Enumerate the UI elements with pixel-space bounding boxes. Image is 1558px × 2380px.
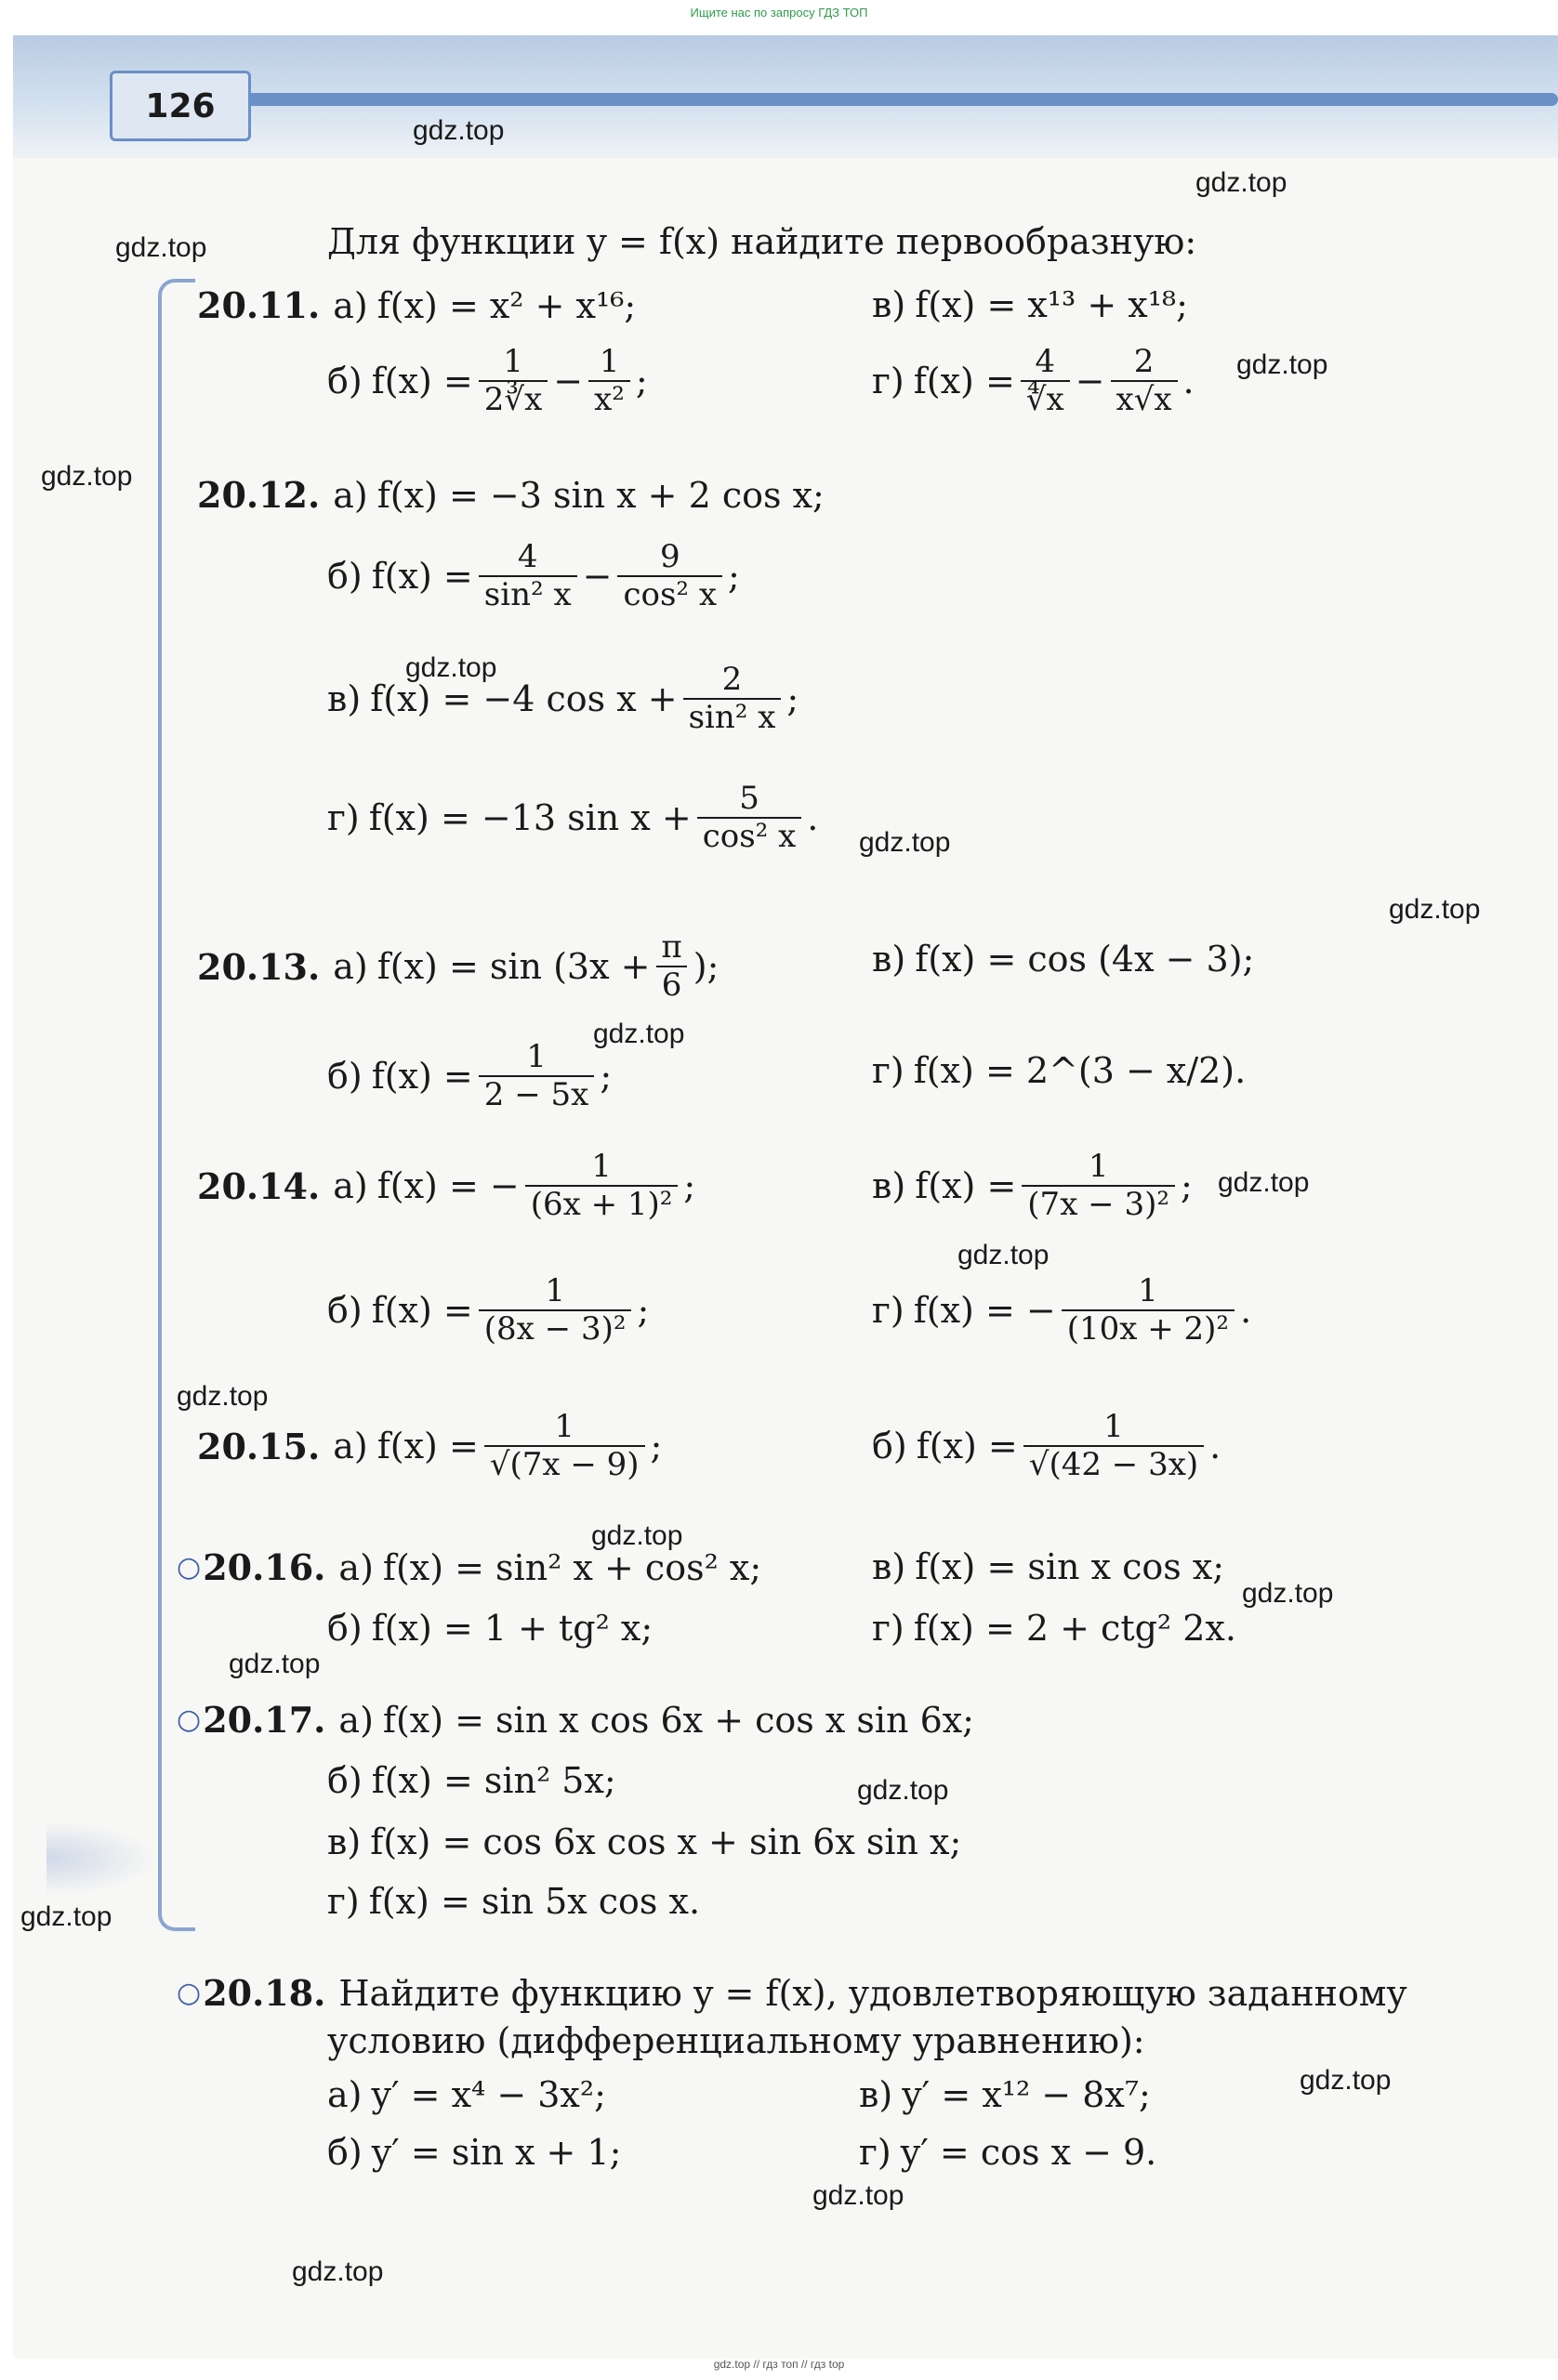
fraction xyxy=(479,539,577,613)
formula-prefix: f(x) = −13 sin x + xyxy=(368,797,692,839)
formula-prefix: f(x) = − xyxy=(376,1165,520,1207)
operator: − xyxy=(553,361,584,402)
formula: f(x) = sin x cos x; xyxy=(915,1546,1225,1587)
watermark: gdz.top xyxy=(1389,894,1481,925)
denominator: (7x − 3)² xyxy=(1022,1185,1175,1223)
denominator: x√x xyxy=(1111,380,1178,418)
denominator: 6 xyxy=(656,966,688,1004)
item-label: в) xyxy=(859,2074,893,2115)
item-label: а) xyxy=(338,1546,374,1588)
denominator: 2 − 5x xyxy=(479,1075,595,1113)
problem-20-18-b xyxy=(314,2132,621,2173)
formula-prefix: f(x) = sin (3x + xyxy=(376,946,651,988)
problem-20-17-a xyxy=(177,1699,974,1741)
fraction xyxy=(588,344,630,418)
formula: f(x) = x¹³ + x¹⁸; xyxy=(915,284,1188,325)
problem-20-14-b xyxy=(314,1273,649,1348)
formula-prefix: f(x) = xyxy=(376,1426,479,1467)
terminator: ; xyxy=(683,1165,696,1207)
problem-20-12-a xyxy=(197,474,825,516)
terminator: ); xyxy=(693,946,720,988)
item-label: а) xyxy=(333,1165,368,1207)
denominator: (6x + 1)² xyxy=(525,1185,679,1223)
item-label: г) xyxy=(872,1608,904,1649)
item-label: в) xyxy=(872,1546,906,1587)
problem-number: 20.15. xyxy=(197,1425,321,1467)
formula: f(x) = cos (4x − 3); xyxy=(915,939,1255,980)
problem-20-18-text2 xyxy=(327,2020,1145,2061)
problem-20-14-g xyxy=(859,1273,1251,1348)
denominator: √(7x − 9) xyxy=(484,1445,645,1483)
watermark: gdz.top xyxy=(413,115,505,146)
formula-prefix: f(x) = xyxy=(916,1426,1018,1467)
fraction xyxy=(683,662,782,736)
formula: f(x) = sin x cos 6x + cos x sin 6x; xyxy=(382,1699,974,1741)
header-stripe xyxy=(242,93,1558,106)
numerator: 1 xyxy=(503,343,523,380)
problem-20-18-text xyxy=(177,1972,1417,2014)
terminator: . xyxy=(807,797,819,839)
problem-20-13-a xyxy=(197,929,719,1004)
problem-20-16-v xyxy=(859,1546,1224,1587)
denominator: cos² x xyxy=(697,817,802,855)
problem-20-11-g xyxy=(859,344,1195,418)
item-label: в) xyxy=(872,1165,906,1207)
watermark: gdz.top xyxy=(859,827,951,858)
terminator: . xyxy=(1182,361,1195,402)
problem-text: Найдите функцию y = f(x), удовлетворяющую заданному xyxy=(338,1972,1407,2014)
formula: f(x) = 1 + tg² x; xyxy=(371,1608,654,1649)
circle-marker-icon: ○ xyxy=(177,1703,202,1736)
numerator: 1 xyxy=(591,1148,612,1185)
problem-20-13-g xyxy=(859,1050,1246,1091)
item-label: б) xyxy=(327,1608,363,1649)
operator: − xyxy=(582,556,613,598)
terminator: ; xyxy=(637,1290,650,1332)
problem-20-13-v xyxy=(859,939,1254,980)
item-label: г) xyxy=(872,1050,904,1091)
watermark: gdz.top xyxy=(1218,1167,1310,1198)
circle-marker-icon: ○ xyxy=(177,1977,202,2009)
formula: y′ = x⁴ − 3x²; xyxy=(371,2074,606,2115)
denominator: x² xyxy=(588,380,630,418)
formula-prefix: f(x) = xyxy=(913,361,1015,402)
denominator: (10x + 2)² xyxy=(1062,1309,1235,1348)
formula: f(x) = sin 5x cos x. xyxy=(368,1881,701,1922)
operator: − xyxy=(1075,361,1105,402)
numerator: 1 xyxy=(1138,1272,1158,1309)
problem-20-12-g xyxy=(314,781,818,855)
numerator: 1 xyxy=(599,343,620,380)
problem-number: 20.17. xyxy=(203,1699,326,1741)
watermark: gdz.top xyxy=(229,1649,321,1679)
formula-prefix: f(x) = −4 cos x + xyxy=(370,678,678,720)
fraction xyxy=(479,344,548,418)
formula: y′ = sin x + 1; xyxy=(371,2132,622,2173)
problem-20-16-g xyxy=(859,1608,1236,1649)
item-label: а) xyxy=(333,474,368,516)
problem-20-16-b xyxy=(314,1608,653,1649)
watermark: gdz.top xyxy=(593,1019,685,1049)
footer: gdz.top // гдз топ // гдз top xyxy=(713,2358,845,2371)
formula: f(x) = x² + x¹⁶; xyxy=(376,284,637,326)
watermark: gdz.top xyxy=(292,2256,384,2287)
item-label: г) xyxy=(859,2132,891,2173)
problem-20-15-b xyxy=(859,1409,1221,1483)
watermark: gdz.top xyxy=(177,1381,269,1412)
formula: y′ = cos x − 9. xyxy=(900,2132,1157,2173)
numerator: 9 xyxy=(659,538,680,575)
formula: f(x) = cos 6x cos x + sin 6x sin x; xyxy=(370,1821,962,1862)
section-bracket xyxy=(158,279,195,1931)
problem-20-14-a xyxy=(197,1149,695,1223)
item-label: б) xyxy=(327,556,363,598)
terminator: ; xyxy=(650,1426,663,1467)
watermark: gdz.top xyxy=(1300,2065,1392,2096)
numerator: 1 xyxy=(1103,1408,1124,1445)
watermark: gdz.top xyxy=(1242,1578,1334,1609)
fraction xyxy=(1023,1409,1204,1483)
formula: f(x) = sin² 5x; xyxy=(371,1760,616,1801)
numerator: 1 xyxy=(545,1272,565,1309)
watermark: gdz.top xyxy=(957,1240,1050,1270)
fraction xyxy=(525,1149,679,1223)
denominator: ∜x xyxy=(1021,380,1070,418)
fraction xyxy=(1111,344,1178,418)
item-label: б) xyxy=(327,1290,363,1332)
terminator: ; xyxy=(728,556,740,598)
item-label: б) xyxy=(872,1426,907,1467)
watermark: gdz.top xyxy=(591,1520,683,1551)
item-label: г) xyxy=(872,361,904,402)
numerator: 1 xyxy=(1088,1148,1109,1185)
item-label: г) xyxy=(327,797,360,839)
watermark: gdz.top xyxy=(812,2180,904,2211)
problem-text: условию (дифференциальному уравнению): xyxy=(327,2020,1145,2061)
fraction xyxy=(1022,1149,1175,1223)
problem-20-12-v xyxy=(314,662,799,736)
numerator: 1 xyxy=(554,1408,574,1445)
problem-20-18-v xyxy=(846,2074,1151,2115)
denominator: sin² x xyxy=(683,698,782,736)
terminator: . xyxy=(1240,1290,1252,1332)
formula: f(x) = −3 sin x + 2 cos x; xyxy=(376,474,825,516)
problem-number: 20.18. xyxy=(203,1972,326,2014)
watermark: gdz.top xyxy=(857,1775,949,1806)
item-label: б) xyxy=(327,2132,363,2173)
formula-prefix: f(x) = xyxy=(371,1290,473,1332)
page-number: 126 xyxy=(110,71,251,141)
formula-prefix: f(x) = xyxy=(371,556,473,598)
numerator: 2 xyxy=(721,661,743,698)
item-label: а) xyxy=(327,2074,363,2115)
numerator: 2 xyxy=(1133,343,1155,380)
watermark: gdz.top xyxy=(1236,349,1328,380)
watermark: gdz.top xyxy=(1195,167,1287,198)
watermark: gdz.top xyxy=(41,461,133,492)
problem-number: 20.11. xyxy=(197,284,321,326)
terminator: ; xyxy=(1181,1165,1193,1207)
numerator: 4 xyxy=(517,538,538,575)
denominator: sin² x xyxy=(479,575,577,613)
problem-number: 20.16. xyxy=(203,1546,326,1588)
problem-number: 20.13. xyxy=(197,945,321,988)
formula: y′ = x¹² − 8x⁷; xyxy=(902,2074,1151,2115)
problem-number: 20.12. xyxy=(197,474,321,516)
item-label: а) xyxy=(338,1699,374,1741)
item-label: г) xyxy=(327,1881,360,1922)
fraction xyxy=(1021,344,1070,418)
formula-prefix: f(x) = − xyxy=(913,1290,1056,1332)
numerator: π xyxy=(661,928,682,966)
problem-20-14-v xyxy=(859,1149,1193,1223)
top-banner: Ищите нас по запросу ГДЗ ТОП xyxy=(690,6,868,20)
fraction xyxy=(484,1409,645,1483)
terminator: ; xyxy=(786,678,799,720)
item-label: в) xyxy=(872,284,906,325)
numerator: 1 xyxy=(526,1038,547,1075)
problem-20-18-g xyxy=(846,2132,1156,2173)
item-label: а) xyxy=(333,1426,368,1467)
formula: f(x) = 2^(3 − x/2). xyxy=(913,1050,1247,1091)
problem-20-15-a xyxy=(197,1409,662,1483)
problem-20-11-a xyxy=(197,284,636,326)
numerator: 5 xyxy=(739,780,759,817)
item-label: б) xyxy=(327,1056,363,1098)
terminator: ; xyxy=(635,361,648,402)
fraction xyxy=(1062,1273,1235,1348)
fraction xyxy=(655,929,687,1004)
formula-prefix: f(x) = xyxy=(915,1165,1017,1207)
formula: f(x) = 2 + ctg² 2x. xyxy=(913,1608,1236,1649)
fraction xyxy=(617,539,722,613)
problem-20-17-b xyxy=(314,1760,616,1801)
denominator: cos² x xyxy=(617,575,722,613)
item-label: г) xyxy=(872,1290,904,1332)
denominator: √(42 − 3x) xyxy=(1023,1445,1204,1483)
intro-text: Для функции y = f(x) найдите первообразную: xyxy=(327,221,1197,262)
item-label: в) xyxy=(327,678,362,720)
item-label: б) xyxy=(327,361,363,402)
problem-20-16-a xyxy=(177,1546,761,1588)
numerator: 4 xyxy=(1035,343,1056,380)
denominator: 2∛x xyxy=(479,380,548,418)
problem-number: 20.14. xyxy=(197,1164,321,1207)
formula-prefix: f(x) = xyxy=(371,361,473,402)
formula-prefix: f(x) = xyxy=(371,1056,473,1098)
watermark: gdz.top xyxy=(405,652,497,683)
problem-20-17-g xyxy=(314,1881,700,1922)
item-label: б) xyxy=(327,1760,363,1801)
item-label: а) xyxy=(333,946,368,988)
fraction xyxy=(697,781,802,855)
terminator: ; xyxy=(600,1056,613,1098)
problem-20-11-v xyxy=(859,284,1188,325)
terminator: . xyxy=(1209,1426,1221,1467)
fraction xyxy=(479,1039,595,1113)
problem-20-12-b xyxy=(314,539,740,613)
problem-20-17-v xyxy=(314,1821,961,1862)
denominator: (8x − 3)² xyxy=(479,1309,632,1348)
problem-20-13-b xyxy=(314,1039,612,1113)
fraction xyxy=(479,1273,632,1348)
watermark: gdz.top xyxy=(115,232,207,263)
item-label: в) xyxy=(872,939,906,980)
circle-marker-icon: ○ xyxy=(177,1551,202,1584)
item-label: а) xyxy=(333,284,368,326)
problem-20-11-b xyxy=(314,344,648,418)
watermark: gdz.top xyxy=(20,1901,112,1932)
problem-20-18-a xyxy=(314,2074,606,2115)
item-label: в) xyxy=(327,1821,362,1862)
formula: f(x) = sin² x + cos² x; xyxy=(382,1546,762,1588)
side-decoration xyxy=(46,1821,158,1896)
